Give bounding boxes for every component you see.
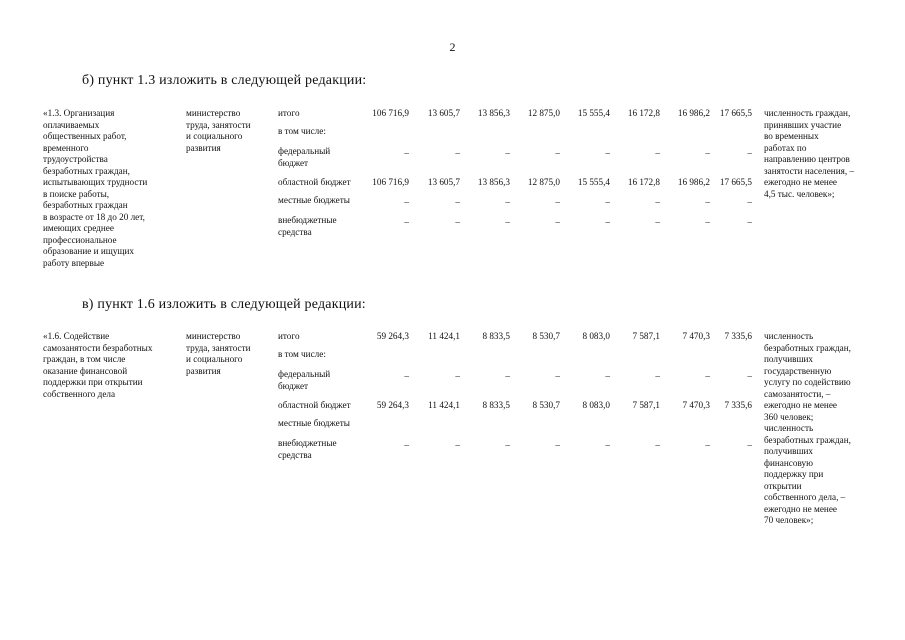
indicator-line: численность [764, 423, 814, 433]
measure-name-line: испытывающих трудности [43, 177, 148, 187]
section-heading: б) пункт 1.3 изложить в следующей редакции: [82, 73, 367, 88]
empty-value-dash: – [505, 148, 510, 158]
funding-value: 12 875,0 [527, 177, 560, 187]
empty-value-dash: – [505, 440, 510, 450]
indicator-line: ежегодно не менее [764, 400, 837, 410]
funding-source-label: бюджет [278, 380, 309, 391]
empty-value-dash: – [747, 371, 752, 381]
empty-value-dash: – [455, 148, 460, 158]
empty-value-dash: – [705, 148, 710, 158]
executor-line: министерство [186, 108, 241, 118]
funding-value: 106 716,9 [372, 177, 409, 187]
empty-value-dash: – [655, 217, 660, 227]
empty-value-dash: – [455, 440, 460, 450]
funding-value: 7 587,1 [632, 331, 660, 341]
measure-name-line: собственного дела [43, 388, 116, 399]
measure-name-line: оплачиваемых [43, 119, 100, 130]
measure-name-line: в возрасте от 18 до 20 лет, [43, 211, 145, 222]
executor-line: министерство [186, 331, 241, 341]
funding-value: 13 856,3 [477, 108, 510, 118]
indicator-line: поддержку при [764, 469, 824, 479]
funding-value: 7 335,6 [724, 400, 752, 410]
funding-source-label: в том числе: [278, 126, 326, 136]
indicator-line: работах по [764, 142, 807, 153]
measure-name-line: временного [43, 142, 89, 153]
empty-value-dash: – [705, 440, 710, 450]
executor-line: труда, занятости [186, 119, 251, 130]
funding-source-label: местные бюджеты [278, 418, 350, 428]
indicator-line: государственную [764, 365, 832, 376]
funding-source-label: внебюджетные [278, 438, 337, 448]
funding-value: 11 424,1 [428, 331, 460, 341]
funding-value: 13 605,7 [427, 108, 460, 118]
funding-value: 12 875,0 [527, 108, 560, 118]
funding-value: 8 083,0 [582, 400, 610, 410]
indicator-line: принявших участие [764, 119, 842, 130]
funding-value: 8 833,5 [482, 331, 510, 341]
funding-value: 17 665,5 [719, 177, 752, 187]
empty-value-dash: – [605, 371, 610, 381]
funding-source-label: в том числе: [278, 349, 326, 359]
empty-value-dash: – [404, 148, 409, 158]
empty-value-dash: – [655, 440, 660, 450]
measure-name-line: профессиональное [43, 234, 117, 245]
measure-name-line: работу впервые [43, 257, 105, 268]
indicator-line: самозанятости, – [764, 388, 831, 399]
empty-value-dash: – [455, 197, 460, 207]
empty-value-dash: – [455, 371, 460, 381]
funding-value: 8 530,7 [532, 331, 560, 341]
funding-source-label: местные бюджеты [278, 195, 350, 205]
measure-name-line: безработных граждан, [43, 165, 130, 176]
indicator-line: 360 человек; [764, 411, 814, 422]
funding-source-label: бюджет [278, 157, 309, 168]
funding-source-label: областной бюджет [278, 400, 351, 410]
funding-value: 15 555,4 [577, 177, 610, 187]
funding-value: 8 833,5 [482, 400, 510, 410]
empty-value-dash: – [555, 440, 560, 450]
empty-value-dash: – [455, 217, 460, 227]
empty-value-dash: – [404, 217, 409, 227]
indicator-line: численность граждан, [764, 108, 851, 118]
empty-value-dash: – [605, 217, 610, 227]
indicator-line: 4,5 тыс. человек»; [764, 188, 835, 199]
indicator-line: собственного дела, – [764, 492, 846, 502]
funding-source-label: средства [278, 226, 312, 237]
empty-value-dash: – [747, 197, 752, 207]
empty-value-dash: – [655, 197, 660, 207]
funding-value: 8 530,7 [532, 400, 560, 410]
empty-value-dash: – [555, 148, 560, 158]
indicator-line: открытии [764, 480, 802, 491]
executor-line: развития [186, 365, 221, 376]
page-number: 2 [449, 40, 456, 54]
funding-value: 13 605,7 [427, 177, 460, 187]
indicator-line: ежегодно не менее [764, 177, 837, 187]
funding-value: 15 555,4 [577, 108, 610, 118]
empty-value-dash: – [555, 217, 560, 227]
measure-name-line: общественных работ, [43, 131, 127, 141]
funding-value: 59 264,3 [376, 400, 409, 410]
funding-source-label: внебюджетные [278, 215, 337, 225]
indicator-line: численность [764, 331, 814, 341]
empty-value-dash: – [605, 440, 610, 450]
empty-value-dash: – [505, 217, 510, 227]
funding-value: 16 986,2 [677, 108, 710, 118]
funding-value: 16 986,2 [677, 177, 710, 187]
empty-value-dash: – [747, 440, 752, 450]
empty-value-dash: – [705, 197, 710, 207]
executor-line: развития [186, 142, 221, 153]
empty-value-dash: – [705, 217, 710, 227]
indicator-line: занятости населения, – [764, 165, 855, 176]
indicator-line: направлению центров [764, 154, 850, 164]
empty-value-dash: – [404, 197, 409, 207]
measure-name-line: в поиске работы, [43, 188, 110, 199]
funding-source-label: федеральный [278, 369, 331, 379]
executor-line: и социального [186, 354, 243, 364]
empty-value-dash: – [705, 371, 710, 381]
funding-value: 106 716,9 [372, 108, 409, 118]
measure-name-line: граждан, в том числе [43, 354, 126, 364]
indicator-line: финансовую [764, 457, 813, 468]
section-heading: в) пункт 1.6 изложить в следующей редакции: [82, 297, 366, 312]
measure-name-line: имеющих среднее [43, 223, 114, 233]
measure-name-line: самозанятости безработных [43, 342, 153, 353]
funding-source-label: федеральный [278, 146, 331, 156]
measure-name-line: поддержки при открытии [43, 377, 143, 387]
empty-value-dash: – [555, 197, 560, 207]
indicator-line: получивших [764, 354, 814, 364]
empty-value-dash: – [505, 371, 510, 381]
indicator-line: получивших [764, 446, 814, 456]
empty-value-dash: – [404, 440, 409, 450]
empty-value-dash: – [747, 148, 752, 158]
funding-source-label: областной бюджет [278, 177, 351, 187]
funding-source-label: итого [278, 331, 300, 341]
measure-name-line: оказание финансовой [43, 365, 128, 376]
measure-name-line: образование и ищущих [43, 246, 134, 256]
funding-source-label: итого [278, 108, 300, 118]
empty-value-dash: – [505, 197, 510, 207]
measure-name-line: трудоустройства [43, 154, 108, 164]
funding-value: 8 083,0 [582, 331, 610, 341]
indicator-line: услугу по содействию [764, 377, 851, 387]
empty-value-dash: – [605, 197, 610, 207]
executor-line: труда, занятости [186, 342, 251, 353]
funding-value: 7 587,1 [632, 400, 660, 410]
measure-name-line: безработных граждан [43, 200, 128, 210]
empty-value-dash: – [404, 371, 409, 381]
empty-value-dash: – [655, 371, 660, 381]
indicator-line: 70 человек»; [764, 515, 814, 525]
indicator-line: во временных [764, 131, 819, 141]
indicator-line: ежегодно не менее [764, 503, 837, 514]
executor-line: и социального [186, 131, 243, 141]
funding-value: 7 470,3 [682, 400, 710, 410]
funding-value: 11 424,1 [428, 400, 460, 410]
indicator-line: безработных граждан, [764, 342, 851, 353]
indicator-line: безработных граждан, [764, 434, 851, 445]
empty-value-dash: – [747, 217, 752, 227]
measure-name-line: «1.3. Организация [43, 108, 115, 118]
funding-value: 59 264,3 [376, 331, 409, 341]
empty-value-dash: – [555, 371, 560, 381]
funding-source-label: средства [278, 449, 312, 460]
funding-value: 16 172,8 [627, 177, 660, 187]
funding-value: 17 665,5 [719, 108, 752, 118]
funding-value: 7 470,3 [682, 331, 710, 341]
empty-value-dash: – [605, 148, 610, 158]
measure-name-line: «1.6. Содействие [43, 331, 110, 341]
empty-value-dash: – [655, 148, 660, 158]
funding-value: 16 172,8 [627, 108, 660, 118]
funding-value: 13 856,3 [477, 177, 510, 187]
funding-value: 7 335,6 [724, 331, 752, 341]
